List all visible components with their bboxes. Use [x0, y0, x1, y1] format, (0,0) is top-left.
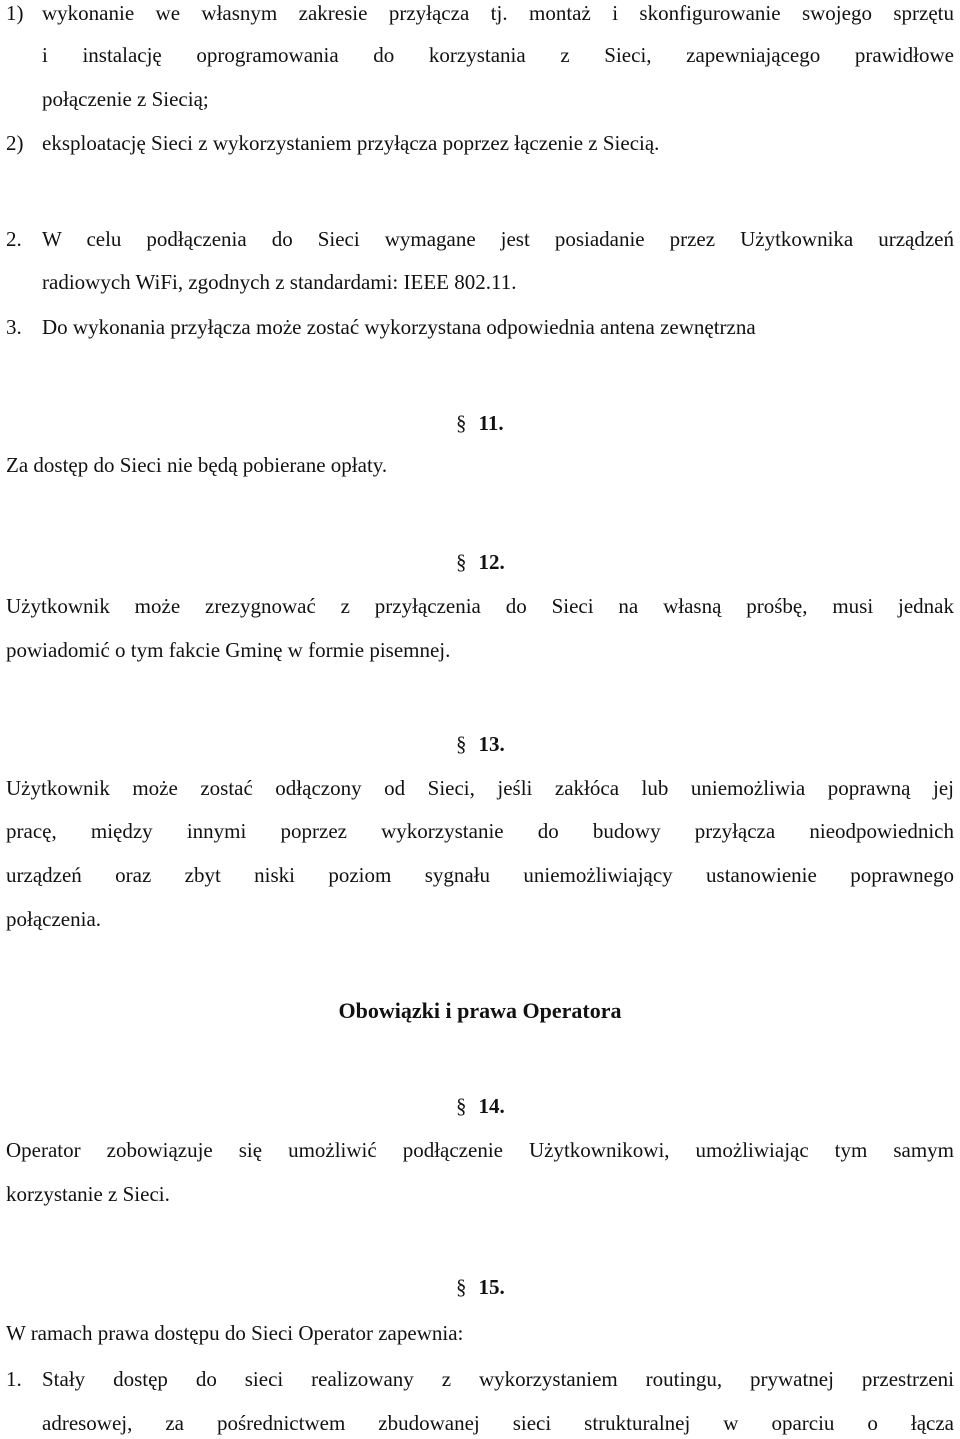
section-sign: § — [456, 732, 467, 756]
paragraph-text: Do wykonania przyłącza może zostać wykorzystana odpowiednia antena zewnętrzna — [42, 315, 756, 339]
list-item-text: i instalację oprogramowania do korzystania z Sieci, zapewniającego prawidłowe — [42, 43, 954, 67]
section-text: urządzeń oraz zbyt niski poziom sygnału uniemożliwiający ustanowienie poprawnego — [6, 863, 954, 887]
section-sign: § — [456, 1094, 467, 1118]
list-item-text: Stały dostęp do sieci realizowany z wykorzystaniem routingu, prywatnej przestrzeni — [42, 1367, 954, 1391]
paragraph-text: W celu podłączenia do Sieci wymagane jest posiadanie przez Użytkownika urządzeń — [42, 227, 954, 251]
list-item-text: eksploatację Sieci z wykorzystaniem przyłącza poprzez łączenie z Siecią. — [42, 131, 660, 155]
section-number: 13. — [478, 732, 505, 756]
section-text: korzystanie z Sieci. — [6, 1182, 170, 1206]
section-number: 11. — [478, 411, 504, 435]
section-heading-15 — [456, 1274, 505, 1300]
list-item-text: wykonanie we własnym zakresie przyłącza tj. montaż i skonfigurowanie swojego sprzętu — [42, 1, 954, 25]
section-text: W ramach prawa dostępu do Sieci Operator zapewnia: — [6, 1321, 464, 1345]
section-number: 15. — [478, 1275, 505, 1299]
section-number: 12. — [478, 550, 505, 574]
section-text: połączenia. — [6, 907, 102, 931]
section-text: Operator zobowiązuje się umożliwić podłączenie Użytkownikowi, umożliwiając tym samym — [6, 1138, 954, 1162]
section-sign: § — [456, 550, 467, 574]
section-heading-13 — [456, 731, 505, 757]
section-sign: § — [456, 411, 467, 435]
section-heading-12 — [456, 549, 505, 575]
list-item-number: 1. — [6, 1367, 22, 1391]
list-item-text: adresowej, za pośrednictwem zbudowanej sieci strukturalnej w oparciu o łącza — [42, 1411, 954, 1435]
section-heading-14 — [456, 1093, 505, 1119]
section-text: pracę, między innymi poprzez wykorzystanie do budowy przyłącza nieodpowiednich — [6, 819, 954, 843]
section-sign: § — [456, 1275, 467, 1299]
paragraph-number: 2. — [6, 227, 22, 251]
chapter-heading: Obowiązki i prawa Operatora — [338, 998, 622, 1023]
section-text: Użytkownik może zostać odłączony od Sieci, jeśli zakłóca lub uniemożliwia poprawną jej — [6, 776, 954, 800]
section-text: Użytkownik może zrezygnować z przyłączenia do Sieci na własną prośbę, musi jednak — [6, 594, 954, 618]
paragraph-text: radiowych WiFi, zgodnych z standardami: IEEE 802.11. — [42, 270, 517, 294]
paragraph-number: 3. — [6, 315, 22, 339]
list-item-number: 1) — [6, 1, 24, 25]
section-number: 14. — [478, 1094, 505, 1118]
list-item-text: połączenie z Siecią; — [42, 87, 209, 111]
list-item-number: 2) — [6, 131, 24, 155]
section-text: powiadomić o tym fakcie Gminę w formie pisemnej. — [6, 638, 451, 662]
section-heading-11 — [456, 410, 504, 436]
section-text: Za dostęp do Sieci nie będą pobierane opłaty. — [6, 453, 388, 477]
